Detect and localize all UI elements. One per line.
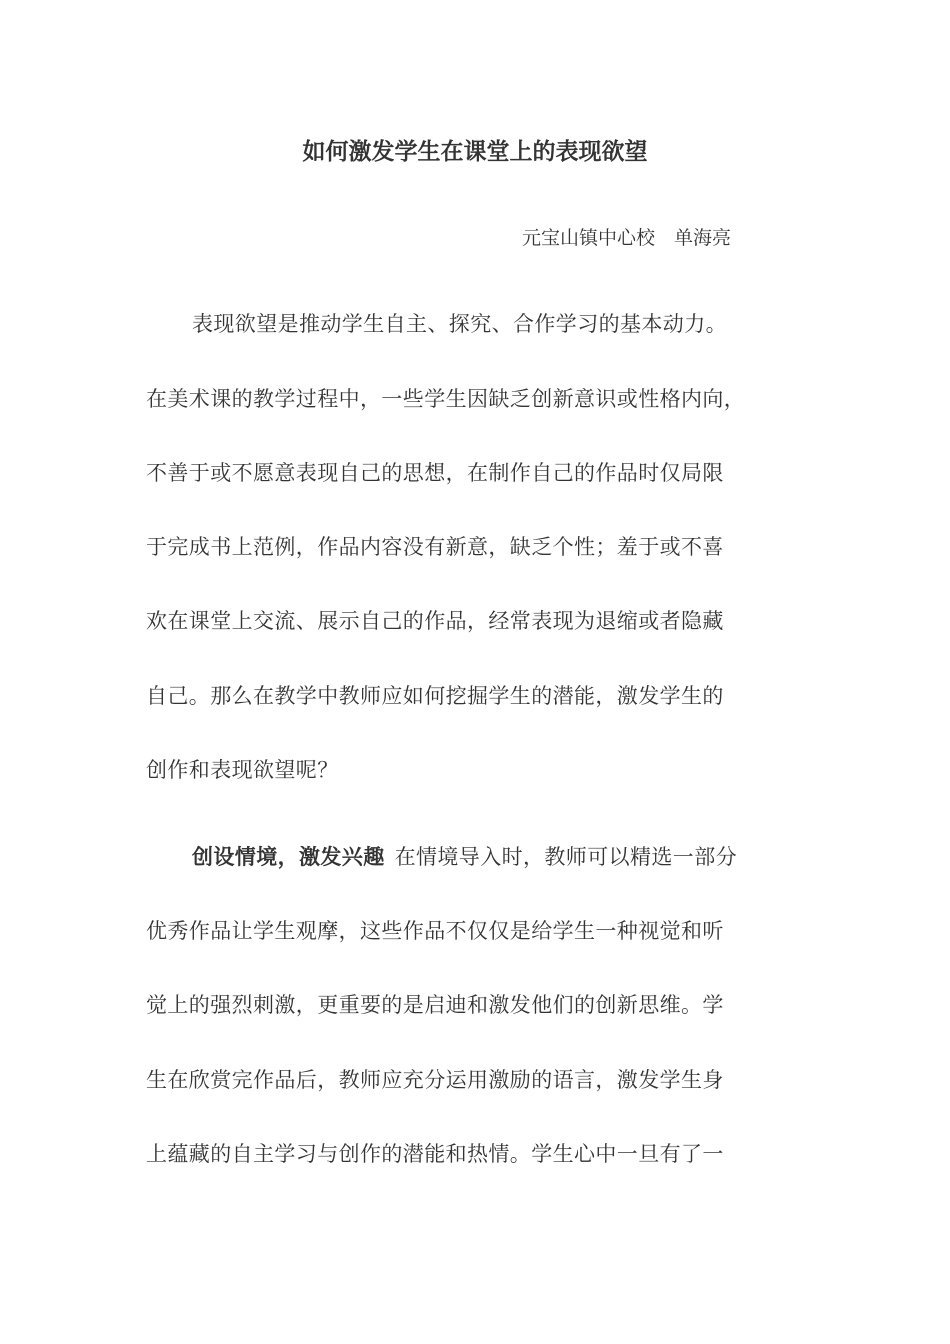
paragraph-2-line-4: 生在欣赏完作品后，教师应充分运用激励的语言，激发学生身 xyxy=(146,1068,724,1092)
paragraph-1-line-3: 不善于或不愿意表现自己的思想，在制作自己的作品时仅局限 xyxy=(146,461,724,485)
paragraph-1-line-2: 在美术课的教学过程中，一些学生因缺乏创新意识或性格内向， xyxy=(146,387,746,411)
section-heading: 创设情境，激发兴趣 xyxy=(192,845,385,869)
paragraph-1-line-1: 表现欲望是推动学生自主、探究、合作学习的基本动力。 xyxy=(192,312,727,336)
paragraph-2-line-2: 优秀作品让学生观摩，这些作品不仅仅是给学生一种视觉和听 xyxy=(146,919,724,943)
paragraph-2-line-5: 上蕴藏的自主学习与创作的潜能和热情。学生心中一旦有了一 xyxy=(146,1142,724,1166)
paragraph-1-line-4: 于完成书上范例，作品内容没有新意，缺乏个性；羞于或不喜 xyxy=(146,535,724,559)
paragraph-1-line-6: 自己。那么在教学中教师应如何挖掘学生的潜能，激发学生的 xyxy=(146,684,724,708)
author-byline: 元宝山镇中心校 单海亮 xyxy=(522,227,732,249)
paragraph-2-line-1 xyxy=(192,839,737,875)
paragraph-1-line-5: 欢在课堂上交流、展示自己的作品，经常表现为退缩或者隐藏 xyxy=(146,609,724,633)
paragraph-2-first-line-text: 在情境导入时，教师可以精选一部分 xyxy=(394,845,738,869)
paragraph-2-line-3: 觉上的强烈刺激，更重要的是启迪和激发他们的创新思维。学 xyxy=(146,993,724,1017)
document-title: 如何激发学生在课堂上的表现欲望 xyxy=(302,139,648,165)
paragraph-1-line-7: 创作和表现欲望呢？ xyxy=(146,758,339,782)
